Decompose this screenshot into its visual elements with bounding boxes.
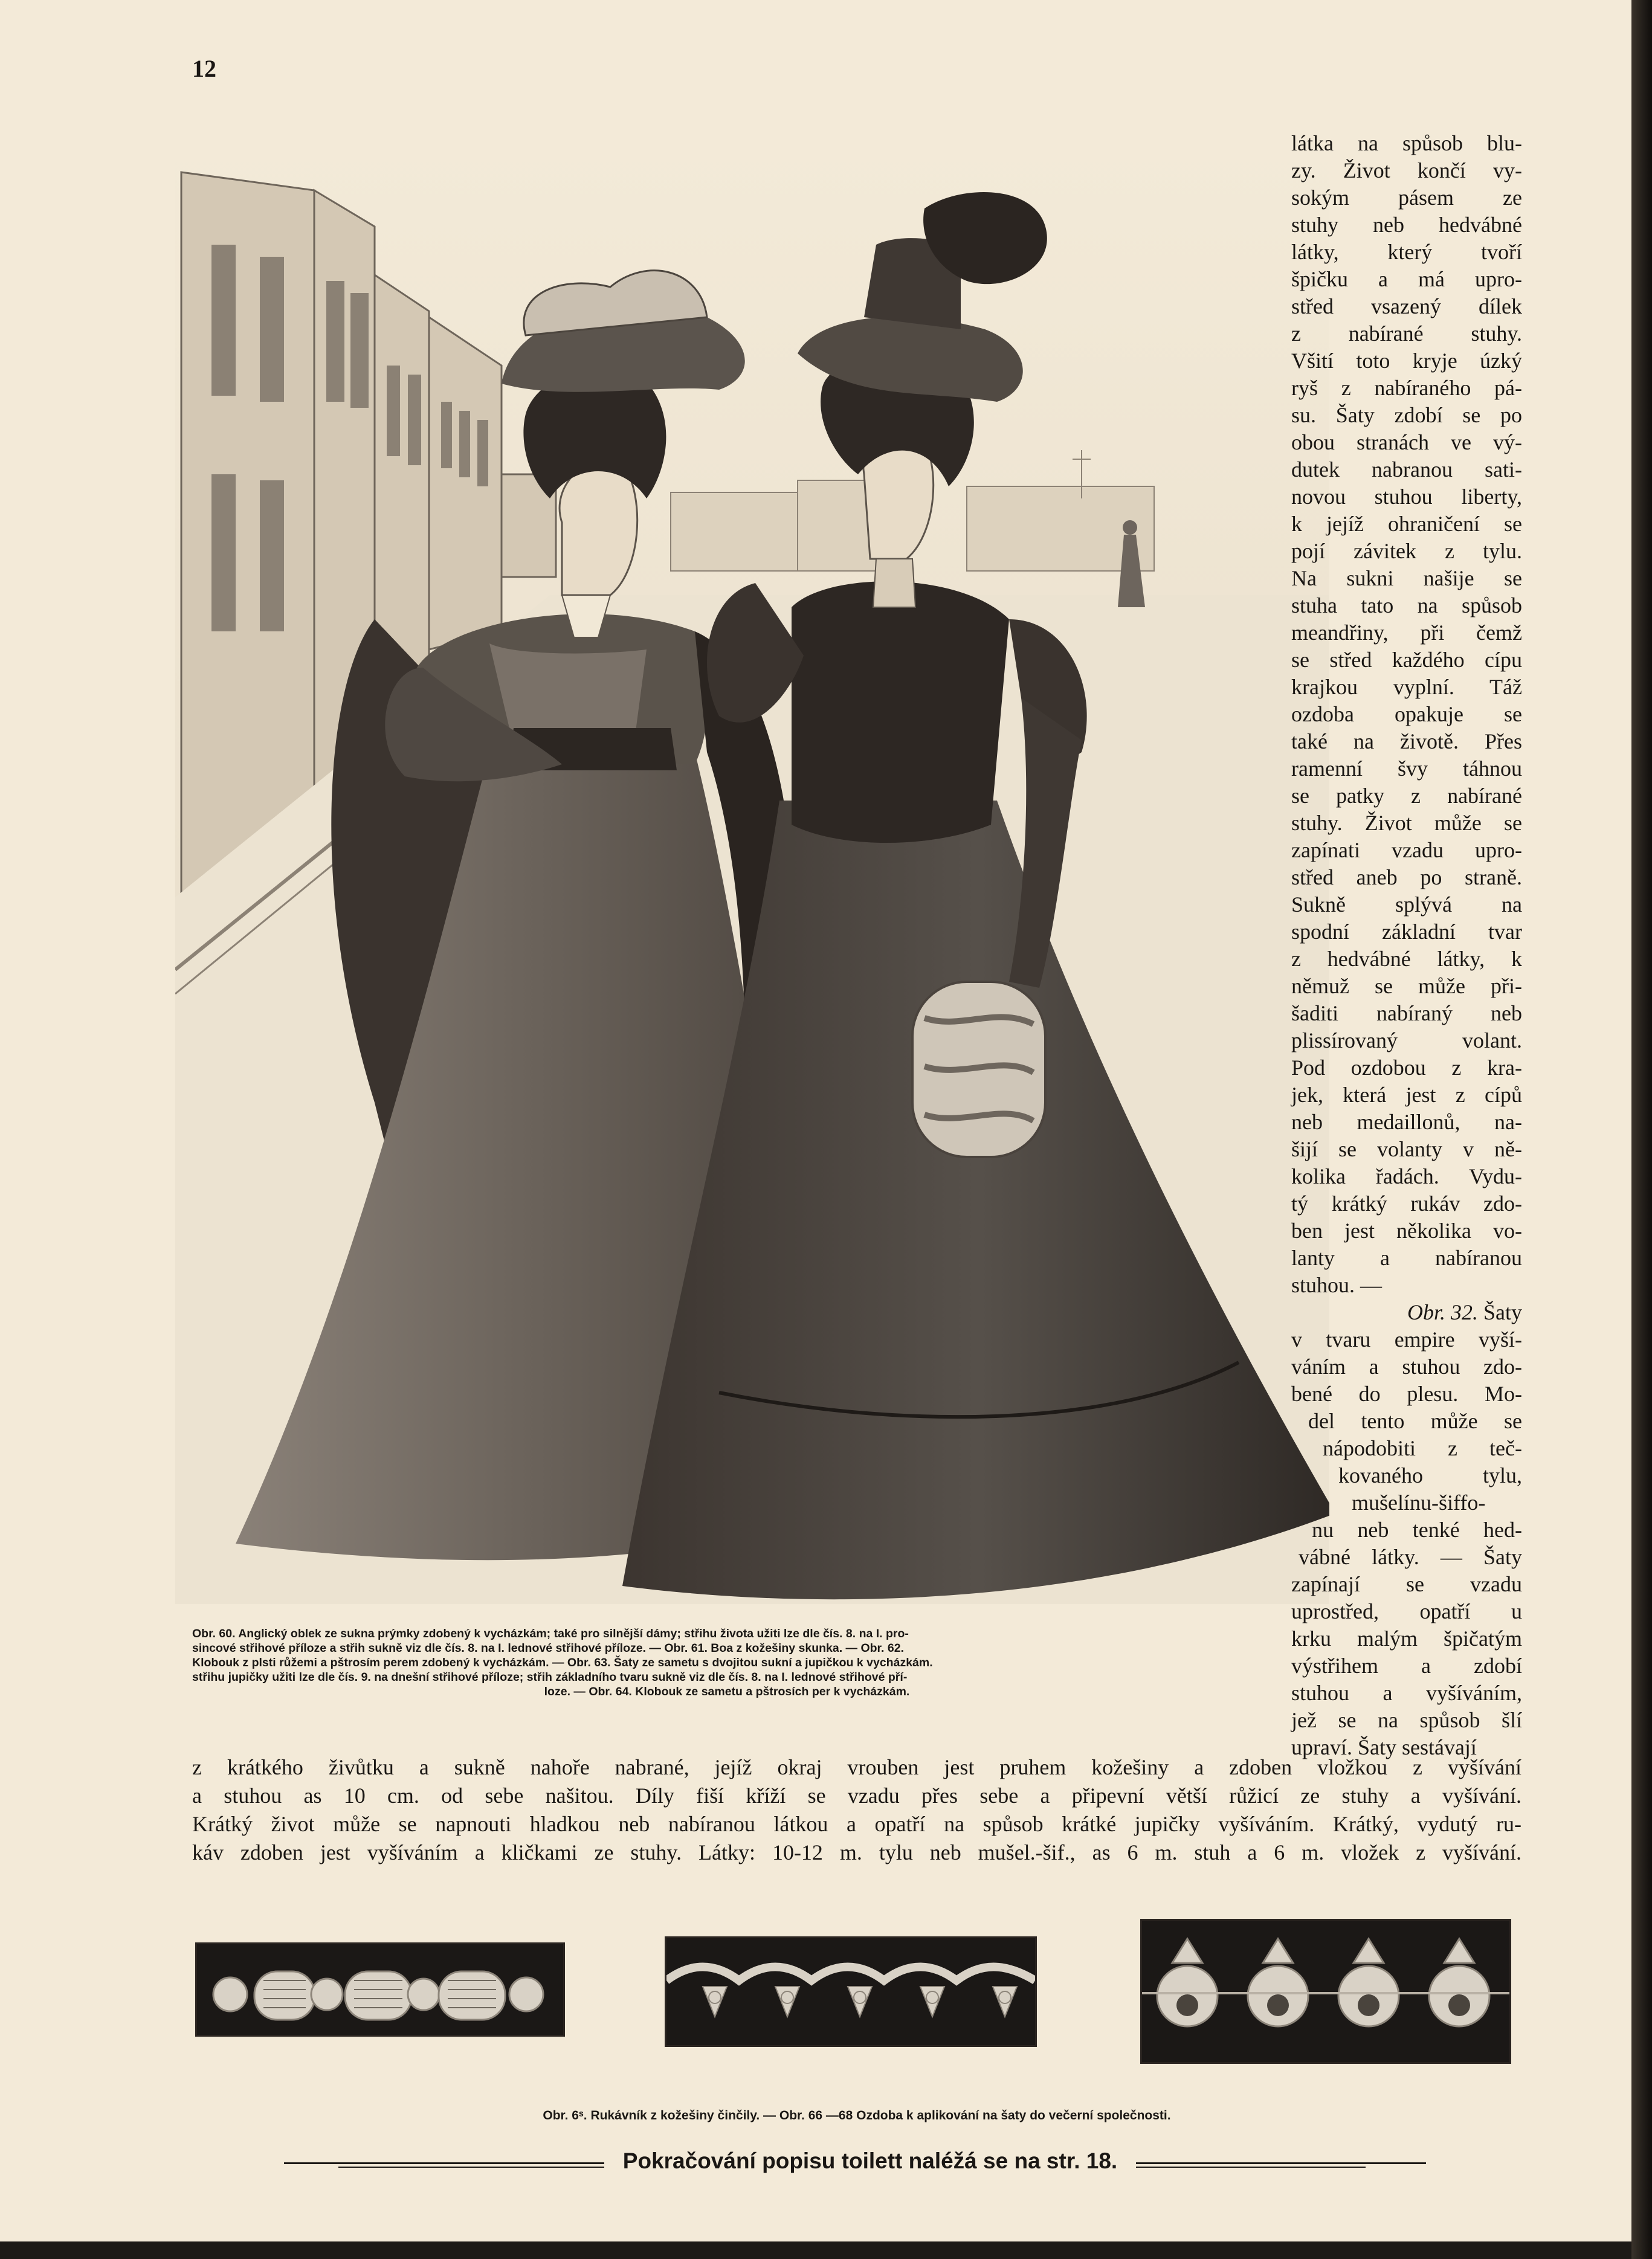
caption-line: sincové střihové příloze a střih sukně viz dle čís. 8. na I. lednové střihové příloze. — Obr. 61. Boa z kožešiny skunka. — Obr. 62. <box>192 1642 904 1655</box>
text-line: zapínají se vzadu <box>1291 1572 1522 1596</box>
text-line: nu neb tenké hed- <box>1312 1518 1522 1542</box>
caption-line: Obr. 60. Anglický oblek ze sukna prýmky zdobený k vycházkám; také pro silnější dámy; střihu života užiti lze dle čís. 8. na I. pro- <box>192 1627 909 1640</box>
text-line: také na životě. Přes <box>1291 729 1522 753</box>
text-line: váním a stuhou zdo- <box>1291 1355 1522 1379</box>
text-line: jek, která jest z cípů <box>1291 1083 1522 1107</box>
text-line: šijí se volanty v ně- <box>1291 1137 1522 1161</box>
trim-caption: Obr. 6ˢ. Rukávník z kožešiny činčily. — Obr. 66 —68 Ozdoba k aplikování na šaty do večerní společnosti. <box>543 2109 1171 2122</box>
text-line: zy. Život končí vy- <box>1291 158 1522 182</box>
text-line: vábné látky. — Šaty <box>1299 1545 1522 1569</box>
text-line: špičku a má upro- <box>1291 267 1522 291</box>
text-line: ryš z nabíraného pá- <box>1291 376 1522 400</box>
text-line: stuhy. Život může se <box>1291 811 1522 835</box>
text-line-with-fig-ref <box>1291 1299 1522 1326</box>
text-line: němuž se může při- <box>1291 974 1522 998</box>
text-line: z krátkého živůtku a sukně nahoře nabrané, jejíž okraj vrouben jest pruhem kožešiny a zdoben vložkou z vyšívání <box>192 1755 1521 1779</box>
text-line: uprostřed, opatří u <box>1291 1599 1522 1623</box>
text-line: v tvaru empire vyší- <box>1291 1327 1522 1352</box>
trim-illustration-appliqué-lace <box>1140 1919 1511 2064</box>
figure-reference: Obr. 32. <box>1407 1300 1478 1324</box>
text-line: sokým pásem ze <box>1291 185 1522 210</box>
text-line: kolika řadách. Vydu- <box>1291 1164 1522 1188</box>
text-line: neb medaillonů, na- <box>1291 1110 1522 1134</box>
page-number: 12 <box>192 55 216 82</box>
text-line: bené do plesu. Mo- <box>1291 1382 1522 1406</box>
text-line: dutek nabranou sati- <box>1291 457 1522 482</box>
text-line: obou stranách ve vý- <box>1291 430 1522 454</box>
text-line: su. Šaty zdobí se po <box>1291 403 1522 427</box>
footer-rule <box>1136 2162 1426 2164</box>
trim-illustration-floral-band <box>665 1936 1037 2047</box>
text-line: spodní základní tvar <box>1291 920 1522 944</box>
footer-rule <box>1136 2167 1366 2168</box>
fashion-plate-illustration <box>175 136 1329 1604</box>
text-fragment: Šaty <box>1483 1300 1522 1324</box>
text-line: plissírovaný volant. <box>1291 1028 1522 1052</box>
text-line: z nabírané stuhy. <box>1291 321 1522 346</box>
text-line: Krátký život může se napnouti hladkou neb nabíranou látkou a opatří na spůsob krátké jupičky vyšíváním. Krátký, vydutý ru- <box>192 1812 1521 1836</box>
text-line: a stuhou as 10 cm. od sebe našitou. Díly fiší kříží se vzadu přes sebe a připevní větší růžicí ze stuhy a vyšívání. <box>192 1784 1521 1808</box>
text-line: káv zdoben jest vyšíváním a kličkami ze stuhy. Látky: 10-12 m. tylu neb mušel.-šif., as 6 m. stuh a 6 m. vložek z vyšívání. <box>192 1840 1521 1864</box>
text-line: lanty a nabíranou <box>1291 1246 1522 1270</box>
text-line: tý krátký rukáv zdo- <box>1291 1191 1522 1216</box>
caption-line: loze. — Obr. 64. Klobouk ze sametu a pštrosích per k vycházkám. <box>544 1685 910 1698</box>
text-line: zapínati vzadu upro- <box>1291 838 1522 862</box>
text-line: k jejíž ohraničení se <box>1291 512 1522 536</box>
text-line: jež se na spůsob šlí <box>1291 1708 1522 1732</box>
text-line: Všití toto kryje úzký <box>1291 349 1522 373</box>
text-line: meandřiny, při čemž <box>1291 620 1522 645</box>
scan-binding-edge <box>1631 0 1652 2259</box>
right-text-column <box>1291 130 1522 1761</box>
text-line: upraví. Šaty sestávají <box>1291 1735 1477 1759</box>
text-line: střed aneb po straně. <box>1291 865 1522 889</box>
text-line: látky, který tvoří <box>1291 240 1522 264</box>
text-line: ramenní švy táhnou <box>1291 756 1522 781</box>
text-line: se patky z nabírané <box>1291 784 1522 808</box>
text-line: střed vsazený dílek <box>1291 294 1522 318</box>
text-line: stuhy neb hedvábné <box>1291 213 1522 237</box>
caption-line: střihu jupičky užiti lze dle čís. 9. na dnešní střihové příloze; střih základního tvaru sukně viz dle čís. 8. na I. lednové střihové pří- <box>192 1671 908 1684</box>
text-line: stuha tato na spůsob <box>1291 593 1522 617</box>
text-line: látka na spůsob blu- <box>1291 131 1522 155</box>
text-line: nápodobiti z teč- <box>1323 1436 1522 1460</box>
text-line: Na sukni našije se <box>1291 566 1522 590</box>
text-line: pojí závitek z tylu. <box>1291 539 1522 563</box>
caption-line: Klobouk z plsti růžemi a pštrosím perem zdobený k vycházkám. — Obr. 63. Šaty ze sametu s dvojitou sukní a jupičkou k vycházkám. <box>192 1656 933 1669</box>
footer-rule <box>284 2162 604 2164</box>
text-line: kovaného tylu, <box>1338 1463 1522 1487</box>
text-line: ben jest několika vo- <box>1291 1219 1522 1243</box>
footer-rule <box>338 2167 604 2168</box>
text-line: z hedvábné látky, k <box>1291 947 1522 971</box>
text-line: Pod ozdobou z kra- <box>1291 1055 1522 1080</box>
text-line: novou stuhou liberty, <box>1291 485 1522 509</box>
trim-illustration-bead <box>195 1942 565 2037</box>
text-line: stuhou. — <box>1291 1273 1383 1297</box>
text-line: výstřihem a zdobí <box>1291 1654 1522 1678</box>
text-line: ozdoba opakuje se <box>1291 702 1522 726</box>
footer-continuation-note: Pokračování popisu toilett naléžá se na str. 18. <box>622 2148 1118 2173</box>
text-line: Sukně splývá na <box>1291 892 1522 917</box>
text-line: del tento může se <box>1308 1409 1522 1433</box>
text-line: krku malým špičatým <box>1291 1626 1522 1651</box>
text-line: krajkou vyplní. Táž <box>1291 675 1522 699</box>
figure-caption <box>192 1626 1262 1699</box>
text-line: mušelínu-šiffo- <box>1352 1490 1486 1515</box>
text-line: stuhou a vyšíváním, <box>1291 1681 1522 1705</box>
text-line: šaditi nabíraný neb <box>1291 1001 1522 1025</box>
wide-paragraph <box>192 1753 1521 1867</box>
text-line: se střed každého cípu <box>1291 648 1522 672</box>
